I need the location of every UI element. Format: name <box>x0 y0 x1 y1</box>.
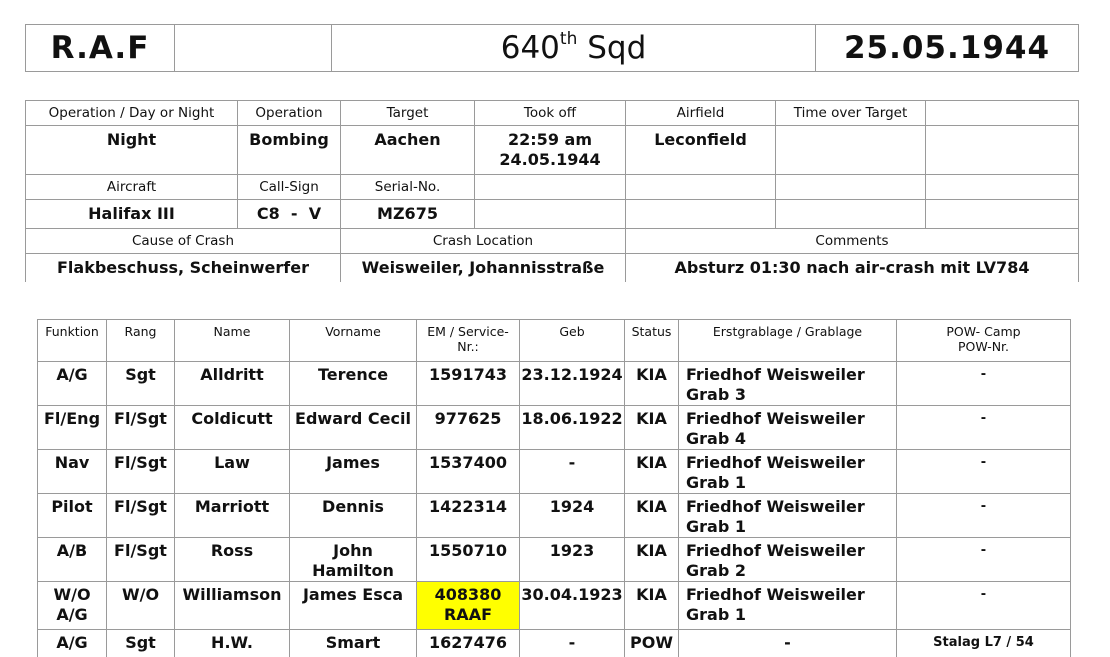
cell-name: Alldritt <box>175 362 290 406</box>
cell-name: Law <box>175 450 290 494</box>
table-row <box>38 582 1071 630</box>
header-pow-line2: POW-Nr. <box>897 339 1070 354</box>
cell-pow: - <box>897 582 1071 630</box>
label-serial-no: Serial-No. <box>341 175 475 200</box>
cell-geb: - <box>520 630 625 657</box>
label-crash-location: Crash Location <box>341 229 626 254</box>
cell-geb: 1923 <box>520 538 625 582</box>
label-target: Target <box>341 101 475 126</box>
value-empty <box>926 200 1079 229</box>
cell-vorname: Edward Cecil <box>290 406 417 450</box>
cell-grablage: Friedhof Weisweiler Grab 1 <box>679 450 897 494</box>
cell-rang: Fl/Sgt <box>107 494 175 538</box>
cell-funktion: Pilot <box>38 494 107 538</box>
cell-service: 1591743 <box>417 362 520 406</box>
took-off-date: 24.05.1944 <box>475 150 625 170</box>
cell-funktion: A/G <box>38 630 107 657</box>
header-rang: Rang <box>107 320 175 362</box>
cell-status: POW <box>625 630 679 657</box>
label-empty <box>475 175 626 200</box>
took-off-time: 22:59 am <box>475 130 625 150</box>
cell-grablage: Friedhof Weisweiler Grab 2 <box>679 538 897 582</box>
cell-name: Ross <box>175 538 290 582</box>
value-crash-location: Weisweiler, Johannisstraße <box>341 254 626 283</box>
label-call-sign: Call-Sign <box>238 175 341 200</box>
label-operation: Operation <box>238 101 341 126</box>
cell-rang: Fl/Sgt <box>107 450 175 494</box>
value-airfield: Leconfield <box>626 126 776 175</box>
header-status: Status <box>625 320 679 362</box>
cell-geb: 18.06.1922 <box>520 406 625 450</box>
label-took-off: Took off <box>475 101 626 126</box>
cell-service: 1537400 <box>417 450 520 494</box>
cell-name: Coldicutt <box>175 406 290 450</box>
header-vorname: Vorname <box>290 320 417 362</box>
cell-status: KIA <box>625 538 679 582</box>
org-title: R.A.F <box>26 25 175 72</box>
cell-funktion <box>38 582 107 630</box>
cell-rang: W/O <box>107 582 175 630</box>
cell-grablage: Friedhof Weisweiler Grab 1 <box>679 494 897 538</box>
cell-vorname: Dennis <box>290 494 417 538</box>
cell-geb: 1924 <box>520 494 625 538</box>
cell-geb: 23.12.1924 <box>520 362 625 406</box>
cell-vorname: Smart <box>290 630 417 657</box>
table-row <box>38 630 1071 657</box>
value-time-over-target <box>776 126 926 175</box>
cell-rang: Fl/Sgt <box>107 538 175 582</box>
cell-pow: - <box>897 538 1071 582</box>
value-operation: Bombing <box>238 126 341 175</box>
cell-service: 1550710 <box>417 538 520 582</box>
label-empty <box>926 175 1079 200</box>
cell-grablage: - <box>679 630 897 657</box>
value-empty <box>926 126 1079 175</box>
label-cause-of-crash: Cause of Crash <box>26 229 341 254</box>
cell-pow: - <box>897 362 1071 406</box>
cell-pow: - <box>897 406 1071 450</box>
label-airfield: Airfield <box>626 101 776 126</box>
cell-rang: Fl/Sgt <box>107 406 175 450</box>
cell-vorname: James <box>290 450 417 494</box>
cell-funktion-line2: A/G <box>38 605 106 625</box>
header-geb: Geb <box>520 320 625 362</box>
table-row <box>38 538 1071 582</box>
cell-status: KIA <box>625 582 679 630</box>
cell-status: KIA <box>625 362 679 406</box>
cell-funktion: A/B <box>38 538 107 582</box>
label-empty <box>776 175 926 200</box>
value-target: Aachen <box>341 126 475 175</box>
cell-rang: Sgt <box>107 630 175 657</box>
cell-name: Marriott <box>175 494 290 538</box>
cell-pow: Stalag L7 / 54 <box>897 630 1071 657</box>
cell-funktion: Fl/Eng <box>38 406 107 450</box>
value-cause-of-crash: Flakbeschuss, Scheinwerfer <box>26 254 341 283</box>
value-comments: Absturz 01:30 nach air-crash mit LV784 <box>626 254 1079 283</box>
squadron-suffix: th <box>560 29 577 49</box>
header-service-line2: Nr.: <box>417 339 519 354</box>
cell-funktion: A/G <box>38 362 107 406</box>
crash-date: 25.05.1944 <box>816 25 1079 72</box>
cell-status: KIA <box>625 406 679 450</box>
cell-grablage: Friedhof Weisweiler Grab 3 <box>679 362 897 406</box>
header-grablage: Erstgrablage / Grablage <box>679 320 897 362</box>
value-aircraft: Halifax III <box>26 200 238 229</box>
table-row <box>38 494 1071 538</box>
cell-geb: - <box>520 450 625 494</box>
cell-funktion-line1: W/O <box>38 585 106 605</box>
header-blank-cell <box>175 25 332 72</box>
crew-table <box>37 319 1071 657</box>
header-pow <box>897 320 1071 362</box>
cell-geb: 30.04.1923 <box>520 582 625 630</box>
label-time-over-target: Time over Target <box>776 101 926 126</box>
header-service-line1: EM / Service- <box>417 324 519 339</box>
cell-service-line2: RAAF <box>417 605 519 625</box>
label-comments: Comments <box>626 229 1079 254</box>
table-row <box>38 406 1071 450</box>
value-empty <box>626 200 776 229</box>
value-empty <box>475 200 626 229</box>
value-call-sign: C8 - V <box>238 200 341 229</box>
header-funktion: Funktion <box>38 320 107 362</box>
cell-pow: - <box>897 494 1071 538</box>
cell-status: KIA <box>625 450 679 494</box>
cell-service-line1: 408380 <box>417 585 519 605</box>
table-row <box>38 362 1071 406</box>
header-service-no <box>417 320 520 362</box>
mission-info-table <box>25 100 1079 282</box>
squadron-word: Sqd <box>587 30 646 66</box>
header-pow-line1: POW- Camp <box>897 324 1070 339</box>
cell-grablage: Friedhof Weisweiler Grab 1 <box>679 582 897 630</box>
label-empty <box>926 101 1079 126</box>
label-operation-type: Operation / Day or Night <box>26 101 238 126</box>
cell-grablage: Friedhof Weisweiler Grab 4 <box>679 406 897 450</box>
label-empty <box>626 175 776 200</box>
header-table <box>25 24 1079 72</box>
cell-rang: Sgt <box>107 362 175 406</box>
value-operation-type: Night <box>26 126 238 175</box>
squadron-number: 640 <box>501 30 560 66</box>
cell-service: 1627476 <box>417 630 520 657</box>
value-took-off <box>475 126 626 175</box>
cell-name: H.W. <box>175 630 290 657</box>
cell-status: KIA <box>625 494 679 538</box>
cell-service: 1422314 <box>417 494 520 538</box>
cell-vorname: James Esca <box>290 582 417 630</box>
value-serial-no: MZ675 <box>341 200 475 229</box>
cell-pow: - <box>897 450 1071 494</box>
cell-service: 977625 <box>417 406 520 450</box>
squadron-title <box>332 25 816 72</box>
cell-vorname: Terence <box>290 362 417 406</box>
table-row <box>38 450 1071 494</box>
cell-service-highlighted <box>417 582 520 630</box>
value-empty <box>776 200 926 229</box>
label-aircraft: Aircraft <box>26 175 238 200</box>
header-name: Name <box>175 320 290 362</box>
cell-vorname: John Hamilton <box>290 538 417 582</box>
cell-name: Williamson <box>175 582 290 630</box>
cell-funktion: Nav <box>38 450 107 494</box>
